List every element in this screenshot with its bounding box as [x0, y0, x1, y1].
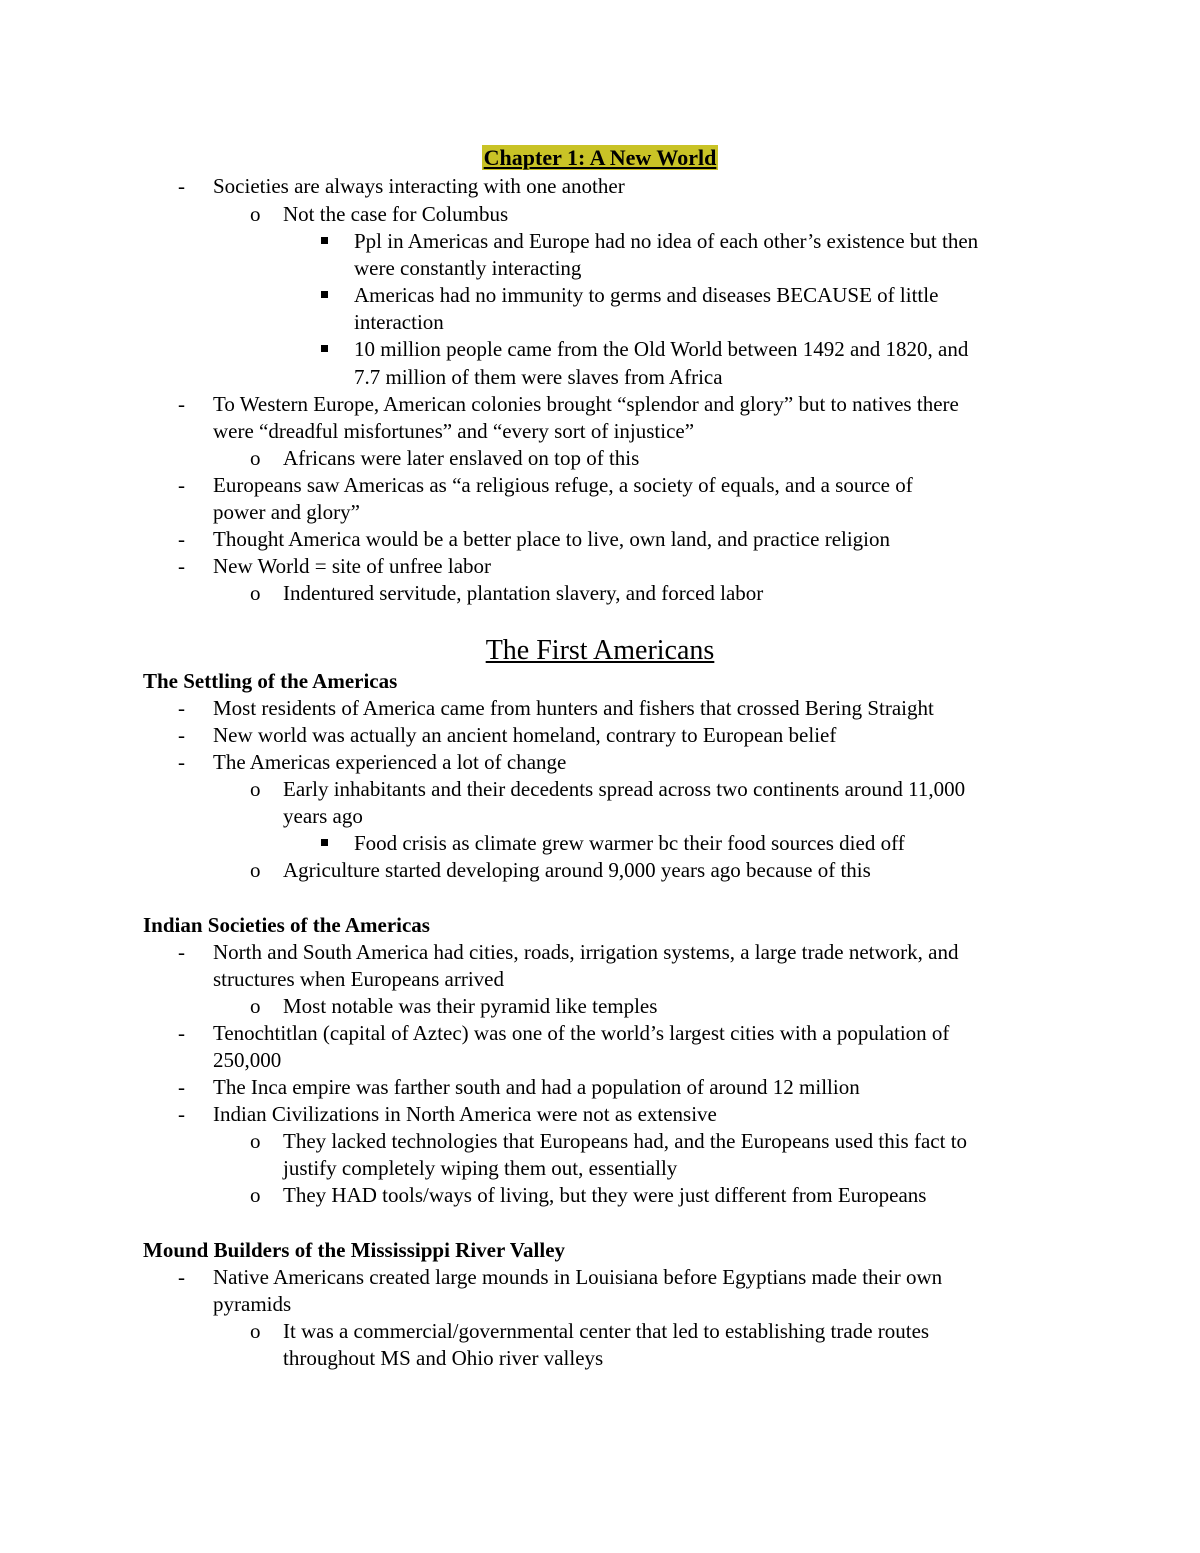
list-item: The Americas experienced a lot of change — [213, 750, 567, 774]
list-item: It was a commercial/governmental center that led to establishing trade routes — [283, 1319, 930, 1343]
list-item: Ppl in Americas and Europe had no idea of each other’s existence but then — [354, 229, 979, 253]
list-item: Most notable was their pyramid like temples — [283, 994, 658, 1018]
list-item: Most residents of America came from hunters and fishers that crossed Bering Straight — [213, 696, 934, 720]
dash-marker: - — [178, 750, 185, 774]
dash-marker: - — [178, 392, 185, 416]
list-item: Early inhabitants and their decedents spread across two continents around 11,000 — [283, 777, 966, 801]
circle-marker: o — [250, 994, 261, 1018]
list-item-continuation: power and glory” — [213, 500, 360, 524]
dash-marker: - — [178, 1021, 185, 1045]
dash-marker: - — [178, 527, 185, 551]
list-item-continuation: pyramids — [213, 1292, 292, 1316]
square-bullet-icon — [321, 291, 328, 298]
list-item: New world was actually an ancient homeland, contrary to European belief — [213, 723, 837, 747]
list-item: They lacked technologies that Europeans had, and the Europeans used this fact to — [283, 1129, 968, 1153]
list-item-continuation: were constantly interacting — [354, 256, 582, 280]
list-item: Societies are always interacting with one another — [213, 174, 625, 198]
dash-marker: - — [178, 723, 185, 747]
list-item: They HAD tools/ways of living, but they were just different from Europeans — [283, 1183, 927, 1207]
list-item: Agriculture started developing around 9,000 years ago because of this — [283, 858, 871, 882]
chapter-title-text: Chapter 1: A New World — [483, 145, 717, 170]
list-item: New World = site of unfree labor — [213, 554, 492, 578]
section-title-text: The First Americans — [485, 635, 715, 666]
list-item: To Western Europe, American colonies brought “splendor and glory” but to natives there — [213, 392, 959, 416]
list-item: The Inca empire was farther south and had a population of around 12 million — [213, 1075, 860, 1099]
list-item: Not the case for Columbus — [283, 202, 509, 226]
circle-marker: o — [250, 858, 261, 882]
list-item-continuation: interaction — [354, 310, 444, 334]
list-item: Food crisis as climate grew warmer bc their food sources died off — [354, 831, 905, 855]
dash-marker: - — [178, 473, 185, 497]
square-bullet-icon — [321, 345, 328, 352]
list-item-continuation: justify completely wiping them out, essentially — [283, 1156, 678, 1180]
circle-marker: o — [250, 1129, 261, 1153]
list-item: Americas had no immunity to germs and diseases BECAUSE of little — [354, 283, 939, 307]
square-bullet-icon — [321, 839, 328, 846]
circle-marker: o — [250, 581, 261, 605]
dash-marker: - — [178, 940, 185, 964]
dash-marker: - — [178, 1265, 185, 1289]
list-item: Tenochtitlan (capital of Aztec) was one of the world’s largest cities with a population of — [213, 1021, 950, 1045]
subheading-indian-societies: Indian Societies of the Americas — [143, 913, 430, 937]
list-item: Native Americans created large mounds in Louisiana before Egyptians made their own — [213, 1265, 943, 1289]
circle-marker: o — [250, 446, 261, 470]
list-item: Africans were later enslaved on top of this — [283, 446, 640, 470]
circle-marker: o — [250, 1183, 261, 1207]
circle-marker: o — [250, 202, 261, 226]
list-item: Europeans saw Americas as “a religious refuge, a society of equals, and a source of — [213, 473, 913, 497]
list-item: Thought America would be a better place to live, own land, and practice religion — [213, 527, 891, 551]
section-title — [0, 634, 1200, 668]
list-item: Indentured servitude, plantation slavery, and forced labor — [283, 581, 764, 605]
list-item-continuation: 7.7 million of them were slaves from Africa — [354, 365, 723, 389]
list-item-continuation: structures when Europeans arrived — [213, 967, 504, 991]
subheading-mound-builders: Mound Builders of the Mississippi River Valley — [143, 1238, 566, 1262]
list-item: North and South America had cities, roads, irrigation systems, a large trade network, and — [213, 940, 959, 964]
chapter-title — [0, 143, 1200, 173]
list-item-continuation: were “dreadful misfortunes” and “every sort of injustice” — [213, 419, 695, 443]
circle-marker: o — [250, 777, 261, 801]
dash-marker: - — [178, 1102, 185, 1126]
dash-marker: - — [178, 696, 185, 720]
list-item: 10 million people came from the Old World between 1492 and 1820, and — [354, 337, 969, 361]
dash-marker: - — [178, 174, 185, 198]
circle-marker: o — [250, 1319, 261, 1343]
list-item: Indian Civilizations in North America were not as extensive — [213, 1102, 717, 1126]
list-item-continuation: throughout MS and Ohio river valleys — [283, 1346, 604, 1370]
dash-marker: - — [178, 554, 185, 578]
list-item-continuation: 250,000 — [213, 1048, 282, 1072]
subheading-settling: The Settling of the Americas — [143, 669, 398, 693]
list-item-continuation: years ago — [283, 804, 363, 828]
dash-marker: - — [178, 1075, 185, 1099]
square-bullet-icon — [321, 237, 328, 244]
